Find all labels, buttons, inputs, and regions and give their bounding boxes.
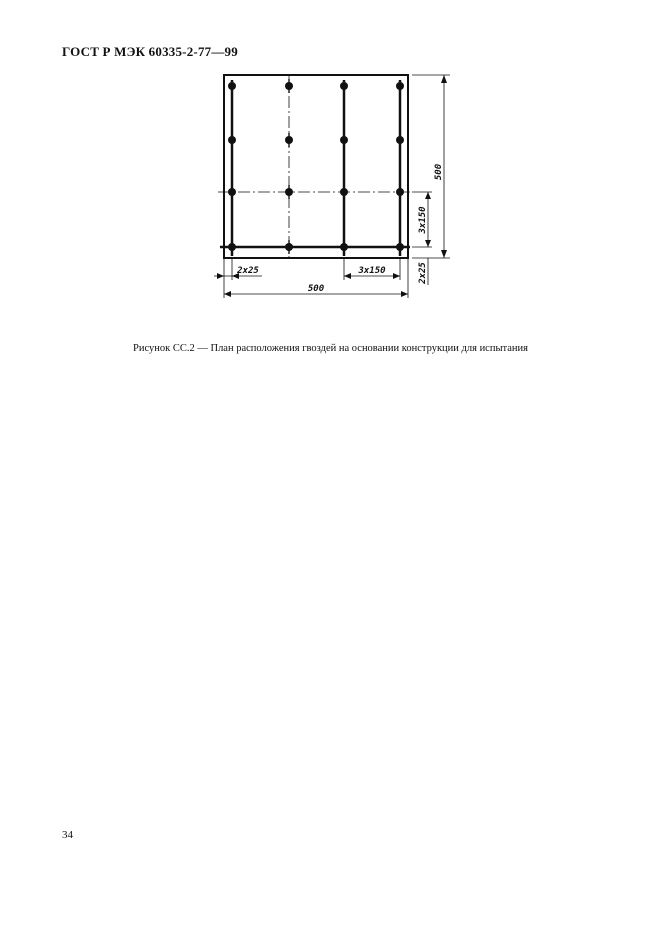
nail [340, 243, 348, 251]
nail-grid [228, 82, 404, 251]
nail [396, 243, 404, 251]
nail [396, 82, 404, 90]
nail-layout-drawing [0, 0, 661, 340]
nail [340, 82, 348, 90]
dim-overall-height: 500 [434, 163, 444, 181]
nail [396, 188, 404, 196]
nail [228, 243, 236, 251]
dim-right-bottom: 2x25 [418, 262, 428, 284]
dim-bottom-left: 2x25 [237, 266, 259, 276]
nail [228, 82, 236, 90]
nail [228, 188, 236, 196]
page-number: 34 [62, 829, 73, 841]
figure-caption: Рисунок СС.2 — План расположения гвоздей на основании конструкции для испытания [133, 343, 528, 354]
dim-bottom-spacing: 3x150 [358, 266, 386, 276]
nail [340, 188, 348, 196]
nail [396, 136, 404, 144]
page-header: ГОСТ Р МЭК 60335-2-77—99 [62, 44, 238, 59]
base-outline [224, 75, 408, 258]
nail [340, 136, 348, 144]
dim-overall-width: 500 [307, 284, 325, 294]
dim-right-spacing: 3x150 [418, 206, 428, 234]
nail [228, 136, 236, 144]
